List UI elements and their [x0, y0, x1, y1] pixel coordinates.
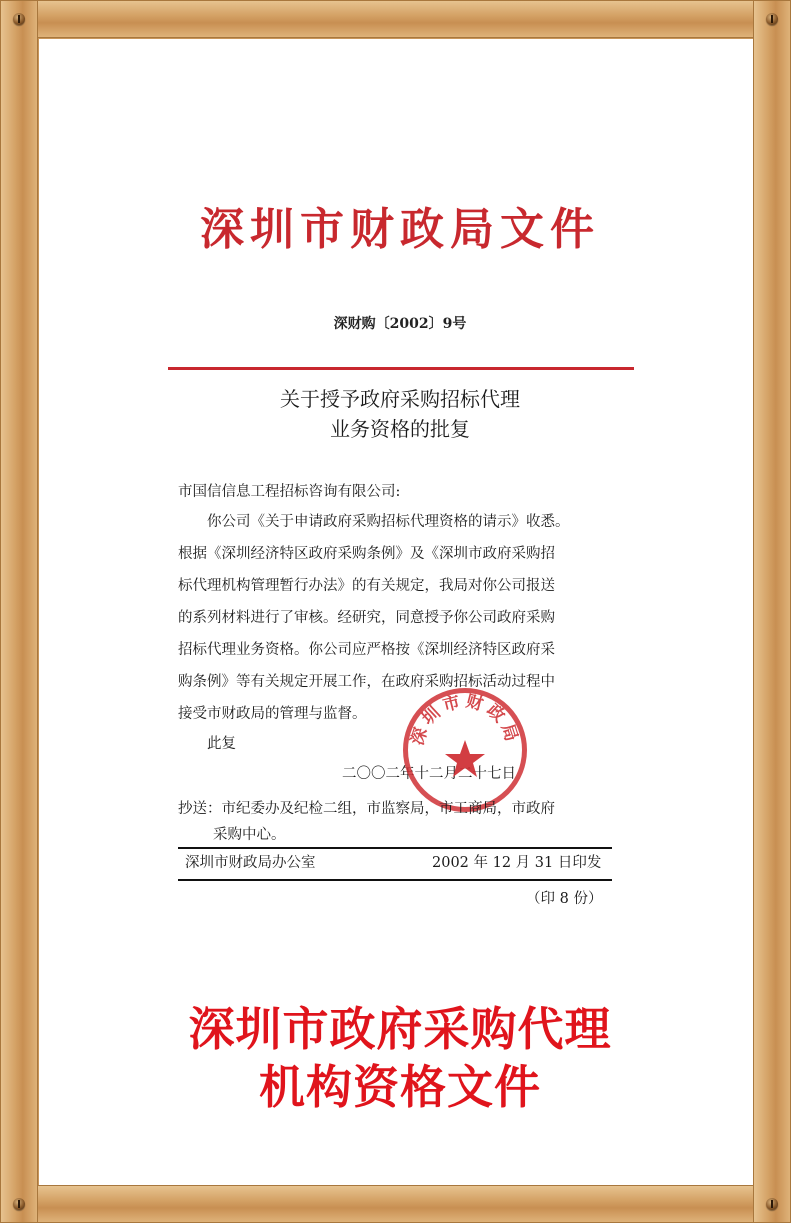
body-line: 招标代理业务资格。你公司应严格按《深圳经济特区政府采: [178, 642, 555, 658]
body-line: 接受市财政局的管理与监督。: [178, 706, 367, 722]
svg-text:深圳市财政局: [408, 690, 523, 747]
banner-line2: 机构资格文件: [259, 1060, 541, 1114]
document-number: 深财购〔2002〕9号: [333, 316, 467, 332]
banner-line1: 深圳市政府采购代理: [188, 1002, 612, 1056]
banner-caption: [100, 1000, 700, 1116]
document-title-line2: 业务资格的批复: [330, 417, 470, 441]
frame-top: [0, 0, 791, 38]
document-title-line1: 关于授予政府采购招标代理: [280, 387, 520, 411]
cc-line: 抄送：市纪委办及纪检二组，市监察局，市工商局，市政府: [178, 801, 555, 817]
frame-bottom: [0, 1185, 791, 1223]
issue-date: 2002 年 12 月 31 日印发: [432, 855, 602, 871]
nail-icon: [13, 1198, 25, 1210]
seal-star-icon: [445, 740, 485, 777]
closing: 此复: [207, 736, 236, 752]
frame-right: [753, 0, 791, 1223]
body-line: 的系列材料进行了审核。经研究，同意授予你公司政府采购: [178, 610, 555, 626]
nail-icon: [766, 13, 778, 25]
rule-bottom: [178, 879, 612, 881]
body-line: 标代理机构管理暂行办法》的有关规定，我局对你公司报送: [178, 578, 555, 594]
nail-icon: [766, 1198, 778, 1210]
body-line: 你公司《关于申请政府采购招标代理资格的请示》收悉。: [207, 514, 570, 530]
red-divider: [168, 367, 634, 370]
copies: （印 8 份）: [526, 891, 603, 907]
official-seal: [403, 688, 527, 812]
body-line: 根据《深圳经济特区政府采购条例》及《深圳市政府采购招: [178, 546, 555, 562]
cc-line-continued: 采购中心。: [213, 827, 286, 843]
body-line: 购条例》等有关规定开展工作，在政府采购招标活动过程中: [178, 674, 555, 690]
addressee: 市国信信息工程招标咨询有限公司:: [178, 484, 401, 500]
frame-left: [0, 0, 38, 1223]
document-title: [200, 384, 600, 444]
rule-top: [178, 847, 612, 849]
document-header: 深圳市财政局文件: [200, 204, 600, 255]
document-date: 二〇〇二年十二月二十七日: [342, 766, 516, 782]
issuer: 深圳市财政局办公室: [185, 855, 316, 871]
seal-text: 深圳市财政局: [407, 691, 523, 748]
nail-icon: [13, 13, 25, 25]
